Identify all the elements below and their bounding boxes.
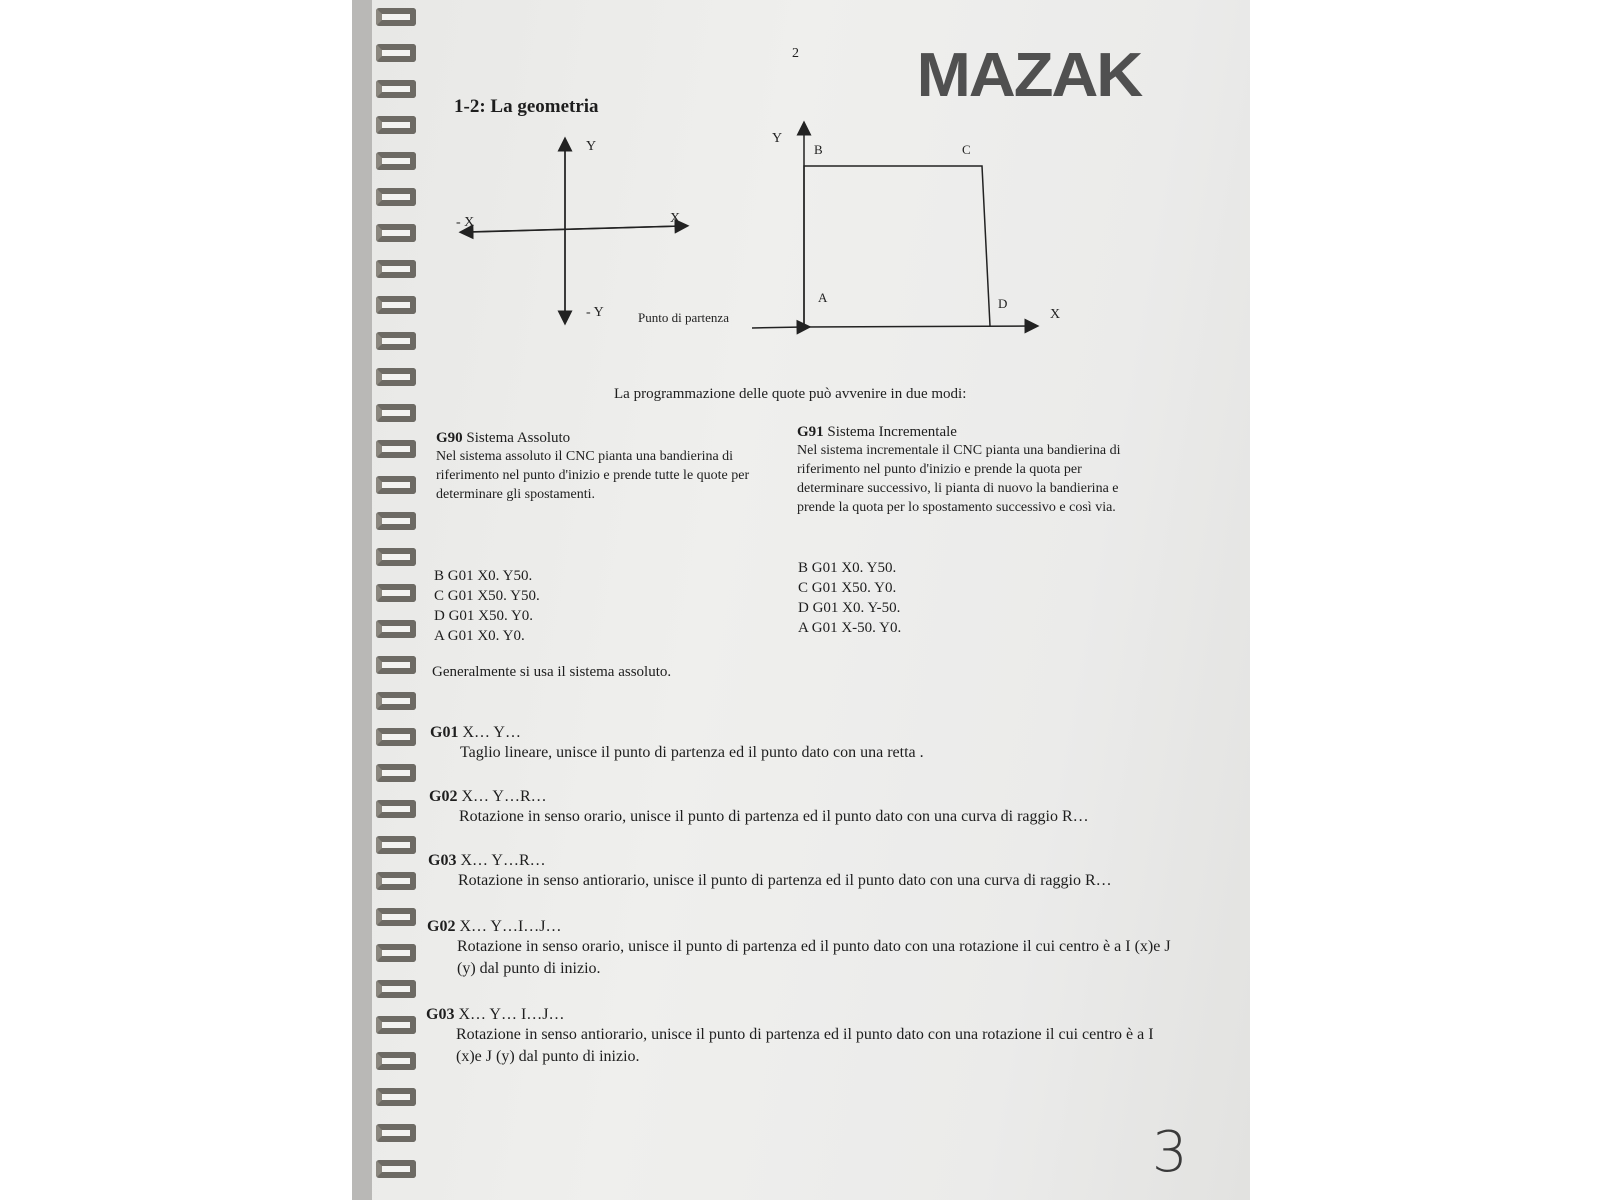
binding-coil — [376, 512, 416, 530]
path-diagram — [632, 120, 1072, 340]
label-x-pos: X — [670, 211, 681, 226]
g91-code: G91 — [797, 424, 824, 440]
code-line: C G01 X50. Y50. — [434, 588, 540, 604]
binding-coil — [376, 152, 416, 170]
command-code: G03 — [428, 852, 457, 869]
g91-block — [797, 424, 1137, 517]
binding-coil — [376, 188, 416, 206]
binding-coil — [376, 1160, 416, 1178]
binding-coil — [376, 44, 416, 62]
binding-coil — [376, 980, 416, 998]
handwritten-page-number: 3 — [1152, 1120, 1188, 1185]
mazak-logo: MAZAK — [916, 41, 1142, 110]
binding-coil — [376, 332, 416, 350]
command-block — [426, 1006, 1156, 1068]
label-y-pos: Y — [586, 139, 597, 154]
g91-code-lines — [798, 558, 901, 638]
binding-coil — [376, 404, 416, 422]
command-code: G02 — [427, 918, 456, 935]
command-syntax: X… Y… I…J… — [458, 1006, 565, 1023]
point-c: C — [962, 142, 971, 157]
command-block — [427, 918, 1187, 980]
code-line: D G01 X50. Y0. — [434, 608, 534, 624]
point-b: B — [814, 142, 823, 157]
command-block — [430, 724, 1150, 764]
g90-heading — [436, 430, 796, 447]
label-x-neg: - X — [456, 215, 475, 230]
binding-coil — [376, 116, 416, 134]
command-syntax: X… Y…I…J… — [459, 918, 562, 935]
binding-coil — [376, 1016, 416, 1034]
binding-coil — [376, 872, 416, 890]
path-label-x: X — [1050, 307, 1061, 322]
section-title: 1-2: La geometria — [454, 96, 599, 117]
g90-text: Nel sistema assoluto il CNC pianta una bandierina di riferimento nel punto d'inizio e prende tutte le quote per determinare gli spostamenti. — [436, 449, 750, 502]
note-text: Generalmente si usa il sistema assoluto. — [432, 664, 672, 680]
command-syntax: X… Y…R… — [460, 852, 546, 869]
command-block — [429, 788, 1169, 828]
binding-coil — [376, 440, 416, 458]
command-code: G02 — [429, 788, 458, 805]
page-number: 2 — [792, 46, 799, 61]
binding-coil — [376, 548, 416, 566]
g90-block — [436, 430, 796, 504]
command-heading — [429, 788, 1169, 806]
g90-title: Sistema Assoluto — [466, 430, 571, 446]
path-rectangle — [804, 166, 990, 327]
binding-coil — [376, 764, 416, 782]
g90-code: G90 — [436, 430, 463, 446]
point-a: A — [818, 290, 828, 305]
binding-coil — [376, 260, 416, 278]
binding-coil — [376, 728, 416, 746]
code-line: B G01 X0. Y50. — [798, 560, 897, 576]
binding-coil — [376, 1124, 416, 1142]
background-right — [1250, 0, 1600, 1200]
command-syntax: X… Y… — [462, 724, 521, 741]
binding-coil — [376, 224, 416, 242]
background-left — [0, 0, 352, 1200]
binding-coil — [376, 800, 416, 818]
binding-coil — [376, 80, 416, 98]
command-description: Taglio lineare, unisce il punto di partenza ed il punto dato con una retta . — [460, 744, 924, 761]
g91-heading — [797, 424, 1137, 441]
command-block — [428, 852, 1188, 892]
start-label: Punto di partenza — [638, 310, 729, 325]
binding-coil — [376, 1088, 416, 1106]
binding-coil — [376, 908, 416, 926]
binding-coil — [376, 296, 416, 314]
point-d: D — [998, 296, 1008, 311]
binding-coil — [376, 476, 416, 494]
binding-coil — [376, 944, 416, 962]
command-heading — [428, 852, 1188, 870]
code-line: C G01 X50. Y0. — [798, 580, 897, 596]
binding-coil — [376, 1052, 416, 1070]
command-description: Rotazione in senso orario, unisce il punto di partenza ed il punto dato con una rotazione il cui centro è a I (x)e J (y) dal punto di inizio. — [457, 938, 1171, 977]
path-x-axis — [804, 326, 1032, 327]
command-syntax: X… Y…R… — [461, 788, 547, 805]
command-code: G03 — [426, 1006, 455, 1023]
path-label-y: Y — [772, 131, 783, 146]
command-code: G01 — [430, 724, 459, 741]
start-arrow — [752, 327, 804, 328]
binding-coil — [376, 368, 416, 386]
command-heading — [426, 1006, 1156, 1024]
intro-text: La programmazione delle quote può avvenire in due modi: — [614, 386, 967, 402]
command-heading — [427, 918, 1187, 936]
code-line: D G01 X0. Y-50. — [798, 600, 901, 616]
g91-text: Nel sistema incrementale il CNC pianta una bandierina di riferimento nel punto d'inizio e prende la quota per determinare successivo, li pianta di nuovo la bandierina e prende la quota per lo spostamento successivo e così via. — [797, 443, 1121, 515]
binding-coil — [376, 656, 416, 674]
document-page — [372, 0, 1250, 1200]
binding-coil — [376, 8, 416, 26]
binding-coil — [376, 620, 416, 638]
label-y-neg: - Y — [586, 305, 604, 320]
command-description: Rotazione in senso antiorario, unisce il punto di partenza ed il punto dato con una rotazione il cui centro è a I (x)e J (y) dal punto di inizio. — [456, 1026, 1154, 1065]
binding-coil — [376, 836, 416, 854]
command-description: Rotazione in senso antiorario, unisce il punto di partenza ed il punto dato con una curva di raggio R… — [458, 872, 1112, 889]
binding-coil — [376, 584, 416, 602]
g91-title: Sistema Incrementale — [827, 424, 957, 440]
code-line: B G01 X0. Y50. — [434, 568, 533, 584]
command-description: Rotazione in senso orario, unisce il punto di partenza ed il punto dato con una curva di raggio R… — [459, 808, 1089, 825]
g90-code-lines — [434, 566, 540, 646]
code-line: A G01 X0. Y0. — [434, 628, 525, 644]
code-line: A G01 X-50. Y0. — [798, 620, 902, 636]
command-heading — [430, 724, 1150, 742]
binding-coil — [376, 692, 416, 710]
